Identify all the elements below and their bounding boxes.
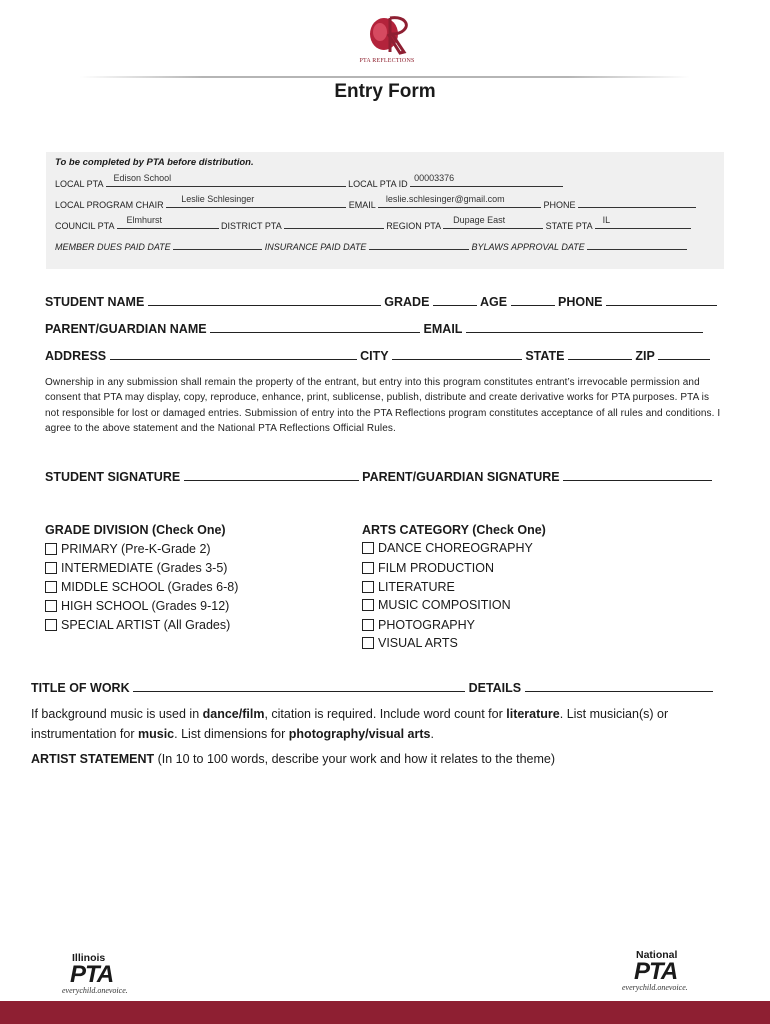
grade-option[interactable] xyxy=(45,542,211,556)
artist-statement-instructions: (In 10 to 100 words, describe your work and how it relates to the theme) xyxy=(154,752,556,766)
address-label: ADDRESS xyxy=(45,349,107,363)
artist-statement xyxy=(31,752,555,766)
details-field[interactable] xyxy=(525,680,713,692)
pta-note: To be completed by PTA before distribution. xyxy=(55,157,254,168)
student-name-label: STUDENT NAME xyxy=(45,295,145,309)
grade-option-label: HIGH SCHOOL (Grades 9-12) xyxy=(61,599,230,613)
instructions-emphasis: dance/film xyxy=(202,707,265,721)
footer-bar xyxy=(0,1001,770,1024)
instructions-emphasis: literature xyxy=(506,707,560,721)
city-label: CITY xyxy=(360,349,389,363)
grade-option-label: PRIMARY (Pre-K-Grade 2) xyxy=(61,542,211,556)
instructions-text: , citation is required. Include word count for xyxy=(264,707,507,721)
bylaws-label: BYLAWS APPROVAL DATE xyxy=(471,242,585,252)
dates-line xyxy=(55,240,687,252)
insurance-label: INSURANCE PAID DATE xyxy=(264,242,367,252)
arts-option-label: DANCE CHOREOGRAPHY xyxy=(378,541,533,555)
checkbox[interactable] xyxy=(362,542,374,554)
checkbox[interactable] xyxy=(45,581,57,593)
instructions-emphasis: music xyxy=(138,726,175,741)
illinois-logo-tagline: everychild.onevoice. xyxy=(62,986,128,995)
local-pta-line xyxy=(55,173,563,189)
arts-category-title: ARTS CATEGORY (Check One) xyxy=(362,523,546,537)
parent-email-label: EMAIL xyxy=(423,322,463,336)
zip-field[interactable] xyxy=(658,348,710,360)
region-label: REGION PTA xyxy=(386,221,441,231)
bylaws-field[interactable] xyxy=(587,240,687,250)
arts-option[interactable] xyxy=(362,541,533,555)
arts-option-label: LITERATURE xyxy=(378,580,455,594)
program-chair-value: Leslie Schlesinger xyxy=(181,194,255,204)
title-of-work-field[interactable] xyxy=(133,680,465,692)
council-label: COUNCIL PTA xyxy=(55,221,115,231)
state-field[interactable] xyxy=(568,348,632,360)
district-label: DISTRICT PTA xyxy=(221,221,282,231)
parent-email-field[interactable] xyxy=(466,321,703,333)
state-label: STATE xyxy=(525,349,565,363)
chair-phone-label: PHONE xyxy=(543,200,576,210)
instructions-text: . List dimensions for xyxy=(174,726,289,741)
work-row xyxy=(31,680,713,695)
header-divider xyxy=(80,76,690,78)
grade-division-title: GRADE DIVISION (Check One) xyxy=(45,523,226,537)
ownership-statement: Ownership in any submission shall remain the property of the entrant, but entry into this program constitutes entrant’s irrevocable permission and consent that PTA may display, copy, reproduce, enhance, print, sublicense, publish, distribute and create derivative works for PTA purposes. PTA is not responsible for lost or damaged entries. Submission of entry into the PTA Reflections program constitutes acceptance of all rules and conditions. I agree to the above statement and the National PTA Reflections Official Rules. xyxy=(45,377,721,434)
illinois-logo-state: Illinois xyxy=(72,952,106,964)
checkbox[interactable] xyxy=(45,619,57,631)
instructions-text: If background music is used in xyxy=(31,707,203,721)
checkbox[interactable] xyxy=(45,543,57,555)
address-field[interactable] xyxy=(110,348,357,360)
arts-option[interactable] xyxy=(362,580,455,594)
illinois-logo-pta: PTA xyxy=(70,961,114,988)
student-phone-field[interactable] xyxy=(606,294,717,306)
arts-option[interactable] xyxy=(362,636,458,650)
checkbox[interactable] xyxy=(45,562,57,574)
national-pta-logo xyxy=(620,949,702,995)
parent-row xyxy=(45,321,703,336)
grade-option-label: MIDDLE SCHOOL (Grades 6-8) xyxy=(61,580,239,594)
title-of-work-label: TITLE OF WORK xyxy=(31,681,130,695)
national-logo-tagline: everychild.onevoice. xyxy=(622,983,688,992)
city-field[interactable] xyxy=(392,348,522,360)
student-signature-label: STUDENT SIGNATURE xyxy=(45,470,181,484)
instructions-text: . List musician(s) or instrumentation for xyxy=(31,707,669,741)
age-label: AGE xyxy=(479,295,508,309)
state-pta-value: IL xyxy=(602,215,611,225)
grade-option[interactable] xyxy=(45,618,230,632)
parent-signature-label: PARENT/GUARDIAN SIGNATURE xyxy=(362,470,560,484)
illinois-pta-logo xyxy=(62,952,136,998)
local-pta-id-value: 00003376 xyxy=(414,173,455,183)
grade-field[interactable] xyxy=(433,294,477,306)
chair-email-field[interactable] xyxy=(378,194,541,208)
chair-email-label: EMAIL xyxy=(348,200,376,210)
program-chair-label: LOCAL PROGRAM CHAIR xyxy=(55,200,164,210)
instructions-emphasis: photography/visual arts xyxy=(288,726,431,741)
local-pta-label: LOCAL PTA xyxy=(55,179,104,189)
local-pta-id-field[interactable] xyxy=(410,173,563,187)
national-logo-pta: PTA xyxy=(634,958,678,985)
checkbox[interactable] xyxy=(362,581,374,593)
district-field[interactable] xyxy=(284,219,384,229)
pta-reflections-logo xyxy=(352,12,422,68)
region-field[interactable] xyxy=(443,215,543,229)
student-row xyxy=(45,294,717,309)
grade-option[interactable] xyxy=(45,599,229,613)
checkbox[interactable] xyxy=(45,600,57,612)
grade-option[interactable] xyxy=(45,561,227,575)
arts-option-label: FILM PRODUCTION xyxy=(378,561,494,575)
chair-phone-field[interactable] xyxy=(578,198,696,208)
arts-option-label: PHOTOGRAPHY xyxy=(378,618,476,632)
parent-name-label: PARENT/GUARDIAN NAME xyxy=(45,322,207,336)
age-field[interactable] xyxy=(511,294,555,306)
signature-row xyxy=(45,469,712,484)
state-pta-field[interactable] xyxy=(595,215,691,229)
student-name-field[interactable] xyxy=(148,294,381,306)
address-row xyxy=(45,348,710,363)
program-chair-line xyxy=(55,194,696,210)
arts-option-label: MUSIC COMPOSITION xyxy=(378,598,511,612)
checkbox[interactable] xyxy=(362,599,374,611)
details-label: DETAILS xyxy=(468,681,522,695)
local-pta-value: Edison School xyxy=(113,173,172,183)
council-field[interactable] xyxy=(117,215,219,229)
logo-caption: PTA REFLECTIONS xyxy=(359,58,415,64)
arts-option[interactable] xyxy=(362,598,511,612)
council-value: Elmhurst xyxy=(126,215,163,225)
region-value: Dupage East xyxy=(453,215,506,225)
checkbox[interactable] xyxy=(362,619,374,631)
grade-option[interactable] xyxy=(45,580,238,594)
grade-label: GRADE xyxy=(384,295,430,309)
instructions-text: . xyxy=(430,726,434,741)
chair-email-value: leslie.schlesinger@gmail.com xyxy=(385,194,505,204)
student-phone-label: PHONE xyxy=(558,295,603,309)
parent-name-field[interactable] xyxy=(210,321,420,333)
insurance-field[interactable] xyxy=(369,240,469,250)
state-pta-label: STATE PTA xyxy=(545,221,593,231)
national-logo-name: National xyxy=(636,949,678,961)
checkbox[interactable] xyxy=(362,562,374,574)
dues-field[interactable] xyxy=(173,240,262,250)
dues-label: MEMBER DUES PAID DATE xyxy=(55,242,171,252)
page-title: Entry Form xyxy=(334,81,436,102)
parent-signature-field[interactable] xyxy=(563,469,712,481)
grade-option-label: SPECIAL ARTIST (All Grades) xyxy=(61,618,231,632)
reflections-r-icon xyxy=(360,12,414,56)
checkbox[interactable] xyxy=(362,637,374,649)
arts-option[interactable] xyxy=(362,618,475,632)
student-signature-field[interactable] xyxy=(184,469,359,481)
arts-option[interactable] xyxy=(362,561,494,575)
local-pta-field[interactable] xyxy=(106,173,346,187)
program-chair-field[interactable] xyxy=(166,194,346,208)
artist-statement-label: ARTIST STATEMENT xyxy=(31,752,155,766)
zip-label: ZIP xyxy=(635,349,655,363)
instructions-paragraph xyxy=(31,705,731,744)
local-pta-id-label: LOCAL PTA ID xyxy=(348,179,408,189)
council-line xyxy=(55,215,691,231)
grade-option-label: INTERMEDIATE (Grades 3-5) xyxy=(61,561,228,575)
arts-option-label: VISUAL ARTS xyxy=(378,636,458,650)
